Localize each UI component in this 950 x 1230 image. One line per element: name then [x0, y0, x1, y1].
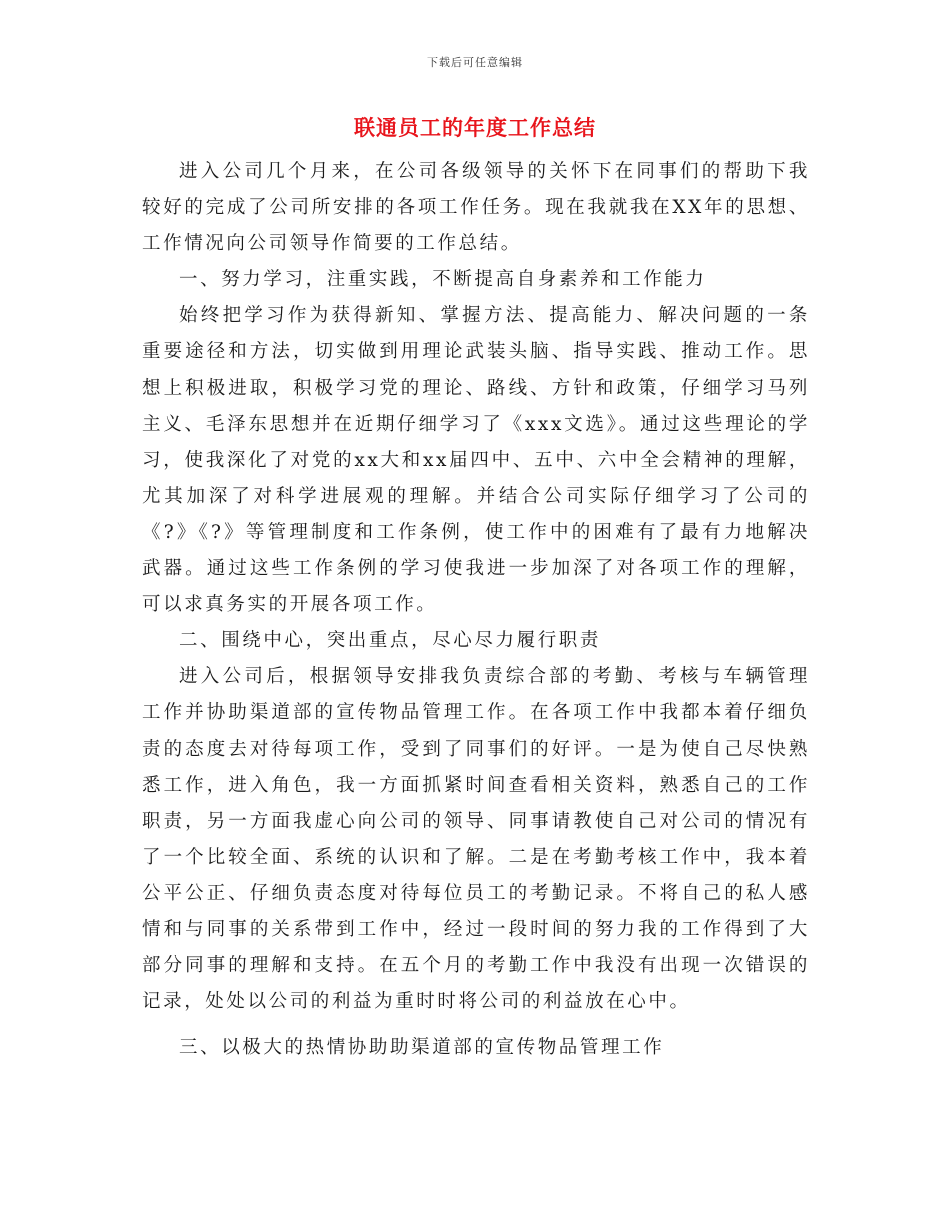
document-title: 联通员工的年度工作总结	[354, 115, 596, 140]
section-heading-1: 一、努力学习，注重实践，不断提高自身素养和工作能力	[179, 269, 707, 291]
header-note: 下载后可任意编辑	[427, 56, 523, 69]
intro-paragraph: 进入公司几个月来，在公司各级领导的关怀下在同事们的帮助下我较好的完成了公司所安排的各项工作任务。现在我就我在XX年的思想、工作情况向公司领导作简要的工作总结。	[142, 161, 810, 255]
section-heading-3: 三、以极大的热情协助助渠道部的宣传物品管理工作	[179, 1037, 665, 1059]
section-2-paragraph: 进入公司后，根据领导安排我负责综合部的考勤、考核与车辆管理工作并协助渠道部的宣传物品管理工作。在各项工作中我都本着仔细负责的态度去对待每项工作，受到了同事们的好评。一是为使自己尽快熟悉工作，进入角色，我一方面抓紧时间查看相关资料，熟悉自己的工作职责，另一方面我虚心向公司的领导、同事请教使自己对公司的情况有了一个比较全面、系统的认识和了解。二是在考勤考核工作中，我本着公平公正、仔细负责态度对待每位员工的考勤记录。不将自己的私人感情和与同事的关系带到工作中，经过一段时间的努力我的工作得到了大部分同事的理解和支持。在五个月的考勤工作中我没有出现一次错误的记录，处处以公司的利益为重时时将公司的利益放在心中。	[142, 666, 810, 1013]
section-1-paragraph: 始终把学习作为获得新知、掌握方法、提高能力、解决问题的一条重要途径和方法，切实做到用理论武装头脑、指导实践、推动工作。思想上积极进取，积极学习党的理论、路线、方针和政策，仔细学习马列主义、毛泽东思想并在近期仔细学习了《xxx文选》。通过这些理论的学习，使我深化了对党的xx大和xx届四中、五中、六中全会精神的理解，尤其加深了对科学进展观的理解。并结合公司实际仔细学习了公司的《?》《?》等管理制度和工作条例，使工作中的困难有了最有力地解决武器。通过这些工作条例的学习使我进一步加深了对各项工作的理解，可以求真务实的开展各项工作。	[142, 305, 810, 616]
section-heading-2: 二、围绕中心，突出重点，尽心尽力履行职责	[179, 630, 602, 652]
document-body	[142, 154, 810, 1066]
